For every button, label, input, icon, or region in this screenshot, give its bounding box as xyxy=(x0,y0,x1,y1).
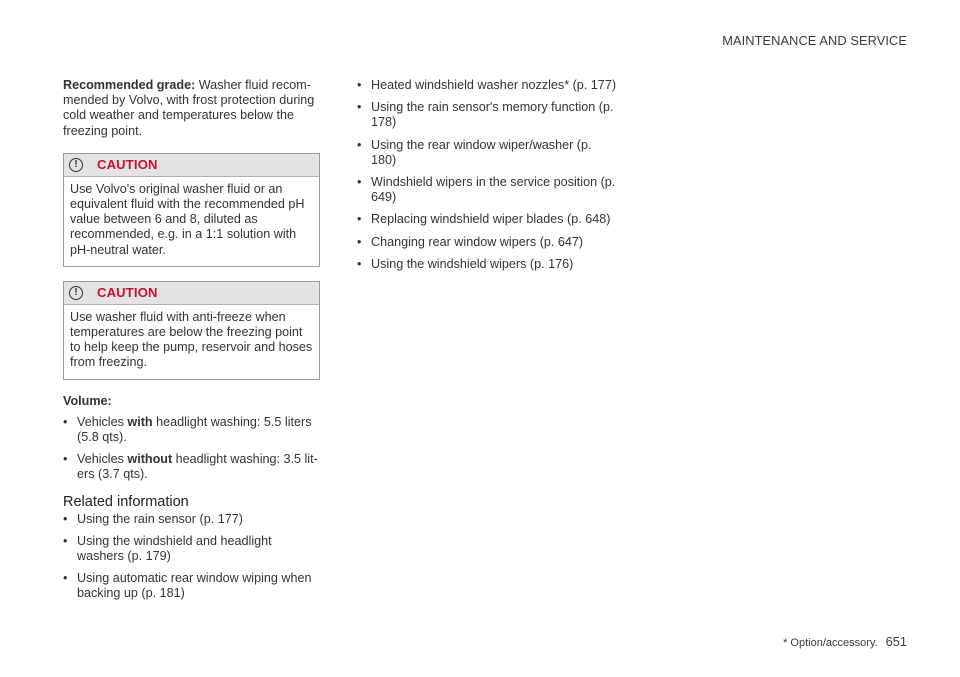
volume-text: headlight washing: 5.5 liters (5.8 qts). xyxy=(77,414,312,445)
recommended-grade-paragraph xyxy=(63,78,320,139)
page-number: 651 xyxy=(885,634,907,649)
caution-title: CAUTION xyxy=(97,285,158,301)
volume-list xyxy=(63,415,320,483)
related-link[interactable]: • Using automatic rear window wiping when backing up (p. 181) xyxy=(63,571,320,601)
page-footer xyxy=(783,634,907,651)
caution-box-1 xyxy=(63,153,320,267)
related-link[interactable]: • Using the windshield wipers (p. 176) xyxy=(357,257,617,272)
volume-label: Volume: xyxy=(63,393,112,408)
caution-header xyxy=(64,154,319,177)
list-item xyxy=(63,415,320,445)
volume-text: Vehicles xyxy=(77,414,128,429)
related-links-left xyxy=(63,512,320,602)
volume-emphasis: with xyxy=(127,414,153,429)
caution-text: Use washer fluid with anti-freeze when temperatures are below the freezing point to help keep the pump, reservoir and hoses from freezing. xyxy=(70,309,313,370)
section-header: MAINTENANCE AND SERVICE xyxy=(722,33,907,48)
caution-text: Use Volvo's original washer fluid or an equivalent fluid with the recommended pH value between 6 and 8, diluted as recommended, e.g. in a 1:1 solution with pH-neutral water. xyxy=(70,181,305,257)
recommended-grade-label: Recommended grade: xyxy=(63,78,196,92)
exclamation-icon: ! xyxy=(69,286,83,300)
related-link[interactable]: • Heated windshield washer nozzles* (p. 177) xyxy=(357,78,617,93)
exclamation-icon: ! xyxy=(69,158,83,172)
caution-header xyxy=(64,282,319,305)
related-link[interactable]: • Using the windshield and headlight washers (p. 179) xyxy=(63,534,320,564)
related-link[interactable]: • Using the rain sensor (p. 177) xyxy=(63,512,320,527)
related-link[interactable]: • Using the rain sensor's memory function (p. 178) xyxy=(357,100,617,130)
option-accessory-note: * Option/accessory. xyxy=(783,637,878,649)
volume-text: Vehicles xyxy=(77,452,128,467)
recommended-grade-text: Washer fluid recommended by Volvo, with frost protection during cold weather and temperatures below the freezing point. xyxy=(63,78,315,138)
related-links-right xyxy=(357,78,617,272)
related-link[interactable]: • Using the rear window wiper/washer (p. 180) xyxy=(357,138,617,168)
related-information-heading: Related information xyxy=(63,493,189,510)
caution-title: CAUTION xyxy=(97,157,158,173)
caution-box-2 xyxy=(63,281,320,380)
right-column xyxy=(357,78,617,279)
related-link[interactable]: • Replacing windshield wiper blades (p. 648) xyxy=(357,212,617,227)
list-item xyxy=(63,452,320,482)
volume-text: headlight washing: 3.5 liters (3.7 qts). xyxy=(77,452,318,482)
related-link[interactable]: • Changing rear window wipers (p. 647) xyxy=(357,235,617,250)
related-link[interactable]: • Windshield wipers in the service position (p. 649) xyxy=(357,175,617,205)
volume-emphasis: without xyxy=(127,452,173,467)
left-column xyxy=(63,78,320,609)
